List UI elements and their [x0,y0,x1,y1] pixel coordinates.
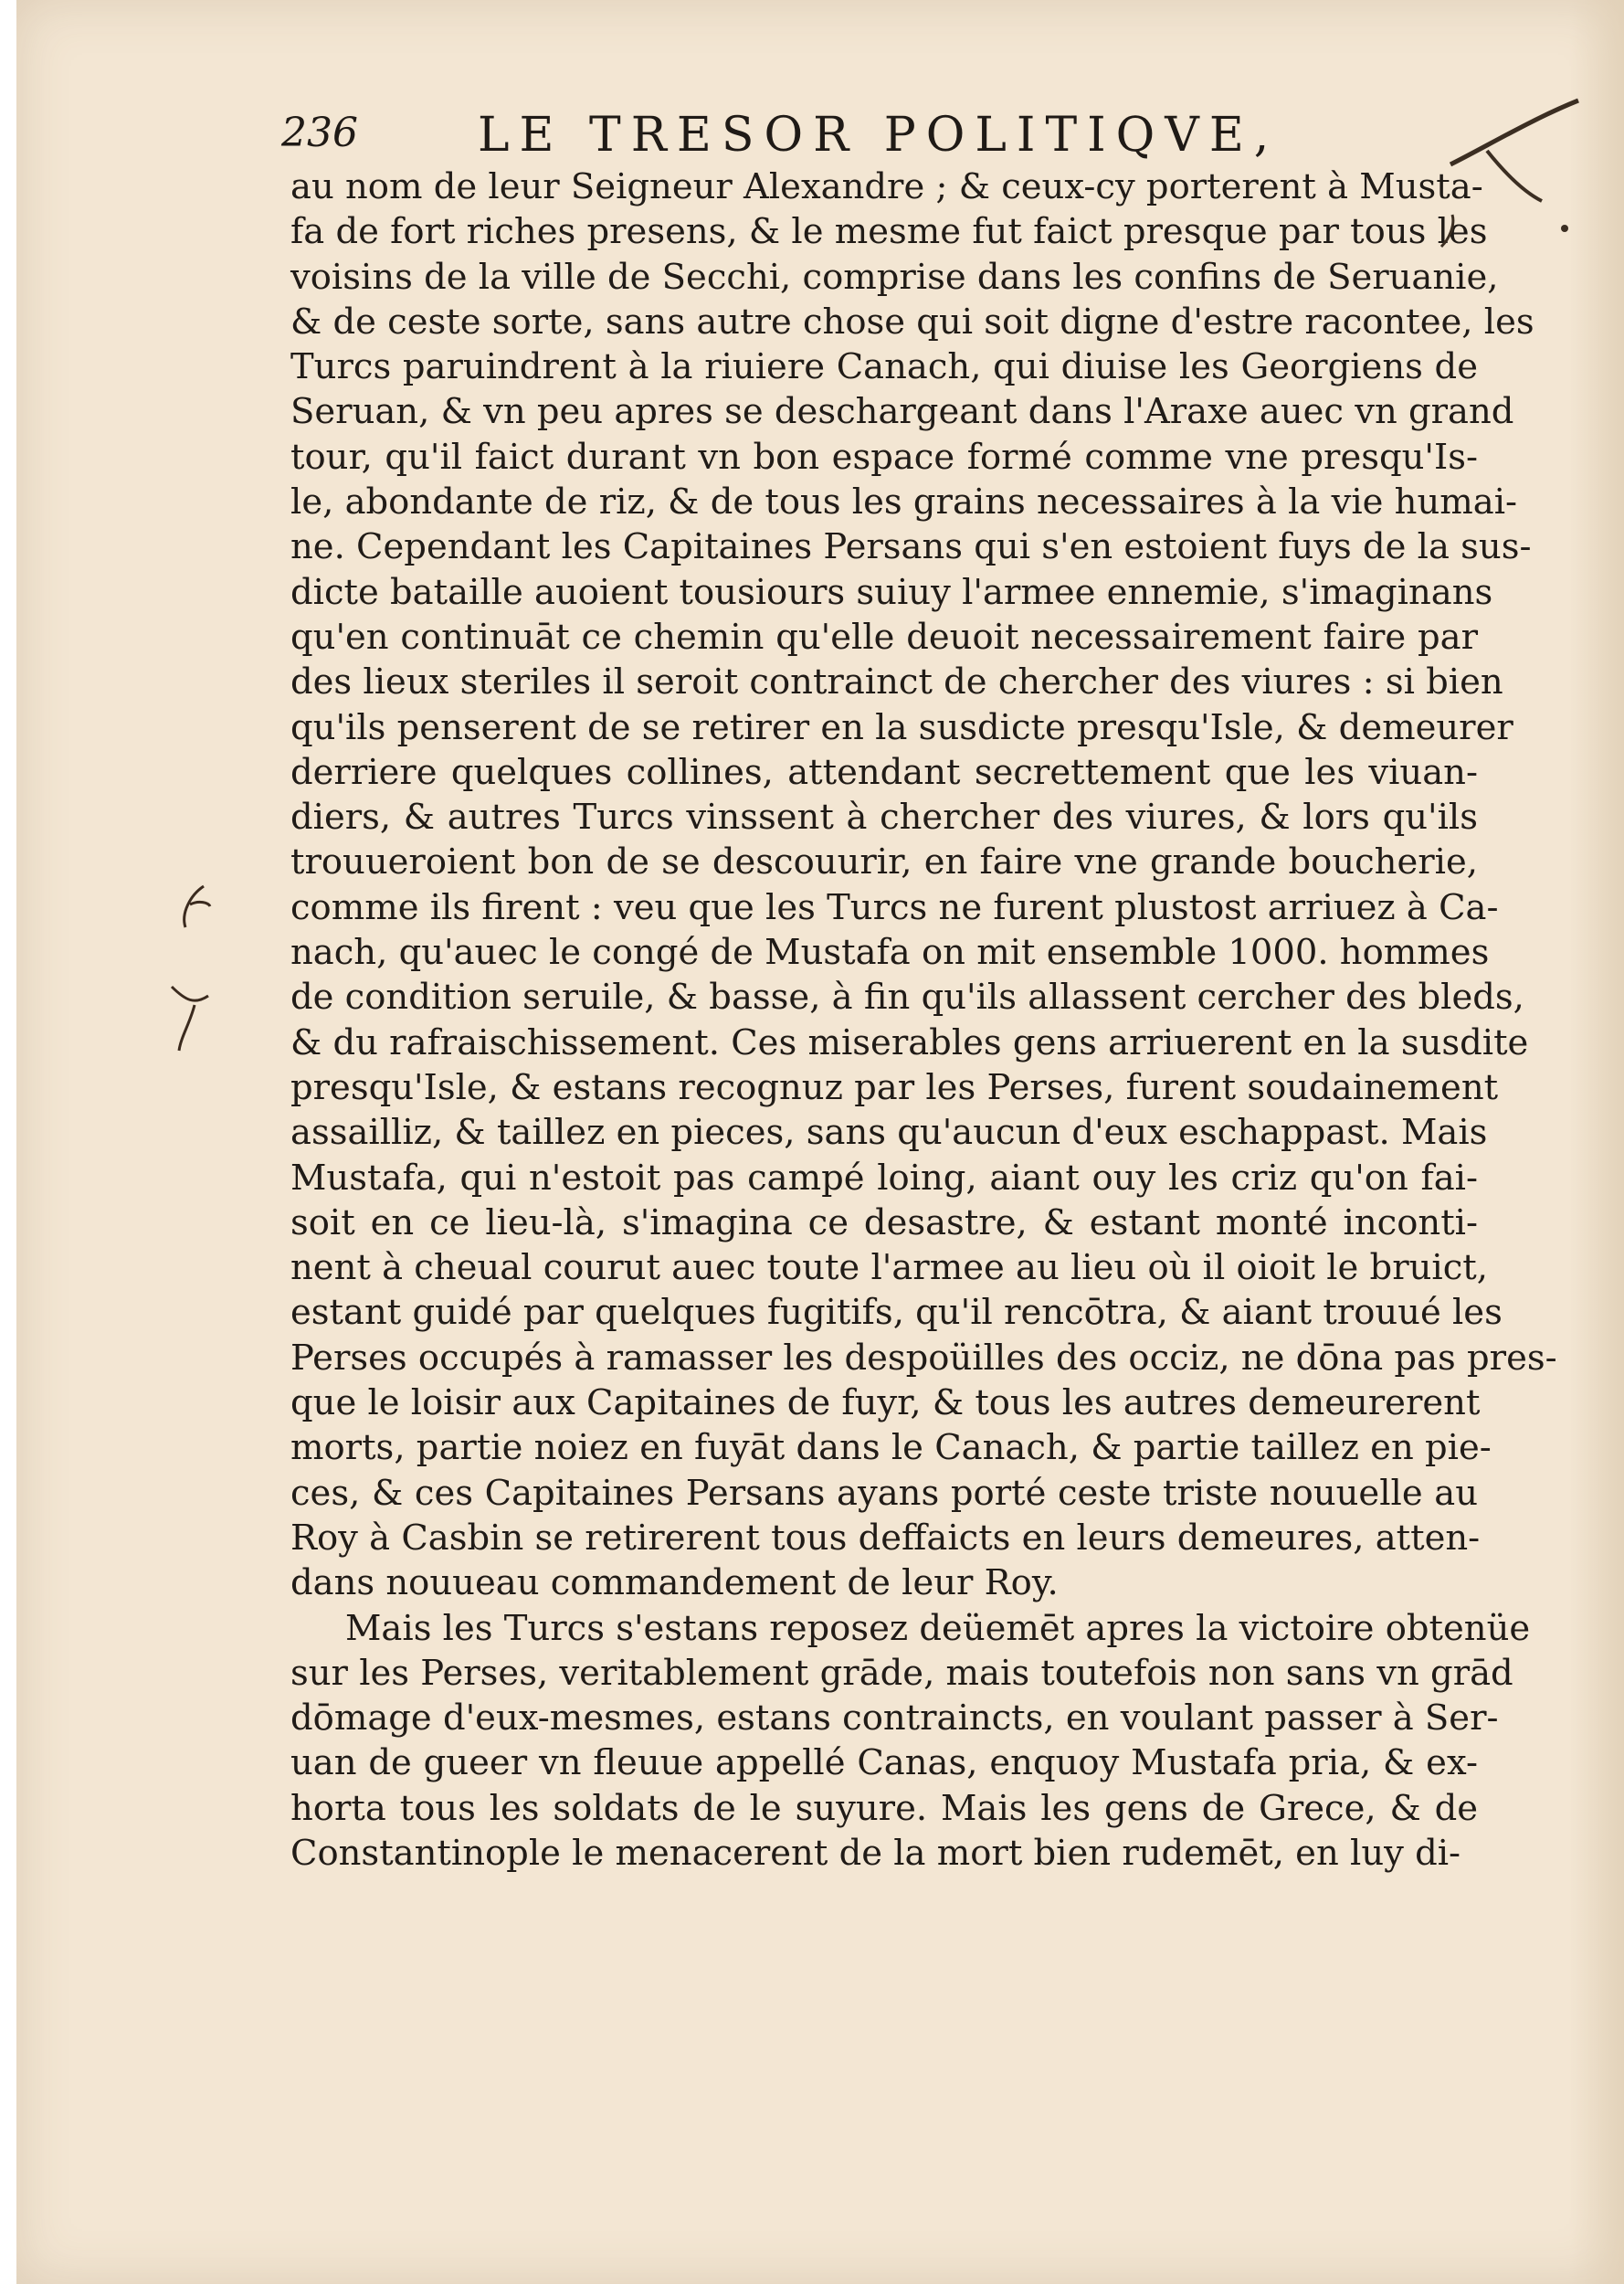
text-line: horta tous les soldats de le suyure. Mais les gens de Grece, & de [290,1787,1478,1829]
running-title: LE TRESOR POLITIQVE, [478,108,1280,163]
text-line: diers, & autres Turcs vinssent à chercher des viures, & lors qu'ils [290,797,1478,839]
corner-pencil-mark [1432,64,1587,292]
text-line: Turcs paruindrent à la riuiere Canach, qui diuise les Georgiens de [290,346,1478,388]
text-line: comme ils firent : veu que les Turcs ne furent plustost arriuez à Ca- [290,886,1499,928]
text-line: fa de fort riches presens, & le mesme fut faict presque par tous les [290,211,1488,253]
text-line: trouueroient bon de se descouurir, en faire vne grande boucherie, [290,841,1478,883]
page-gutter-shadow [1569,0,1624,2284]
text-line: qu'en continuāt ce chemin qu'elle deuoit necessairement faire par [290,616,1478,658]
text-line: dans nouueau commandement de leur Roy. [290,1562,1059,1604]
text-line: que le loisir aux Capitaines de fuyr, & tous les autres demeurerent [290,1382,1481,1424]
text-line: ces, & ces Capitaines Persans ayans porté ceste triste nouuelle au [290,1472,1478,1514]
running-head [281,108,1487,172]
text-line: Mustafa, qui n'estoit pas campé loing, aiant ouy les criz qu'on fai- [290,1157,1478,1199]
text-line: estant guidé par quelques fugitifs, qu'il rencōtra, & aiant trouué les [290,1292,1503,1334]
text-line: & du rafraischissement. Ces miserables gens arriuerent en la susdite [290,1021,1529,1063]
text-line: des lieux steriles il seroit contrainct de chercher des viures : si bien [290,661,1503,703]
margin-scribble-mark [153,877,236,1078]
text-line: presqu'Isle, & estans recognuz par les Perses, furent soudainement [290,1066,1499,1108]
text-line: derriere quelques collines, attendant secrettement que les viuan- [290,751,1478,793]
text-line: ne. Cependant les Capitaines Persans qui s'en estoient fuys de la sus- [290,526,1532,568]
text-line: & de ceste sorte, sans autre chose qui soit digne d'estre racontee, les [290,301,1534,343]
text-line: au nom de leur Seigneur Alexandre ; & ceux-cy porterent à Musta- [290,166,1483,207]
text-line: dōmage d'eux-mesmes, estans contraincts, en voulant passer à Ser- [290,1697,1499,1739]
text-line: soit en ce lieu-là, s'imagina ce desastre, & estant monté inconti- [290,1201,1478,1243]
body-text [290,164,1557,1876]
paragraph-2 [290,1606,1531,1877]
text-line: Perses occupés à ramasser les despoüilles des occiz, ne dōna pas pres- [290,1337,1557,1379]
text-line: de condition seruile, & basse, à fin qu'ils allassent cercher des bleds, [290,977,1524,1019]
text-line: le, abondante de riz, & de tous les grains necessaires à la vie humai- [290,481,1518,523]
text-line: qu'ils penserent de se retirer en la susdicte presqu'Isle, & demeurer [290,706,1513,748]
text-line: Roy à Casbin se retirerent tous deffaicts en leurs demeures, atten- [290,1517,1481,1559]
text-line: sur les Perses, veritablement grāde, mais toutefois non sans vn grād [290,1652,1513,1694]
text-line: Seruan, & vn peu apres se deschargeant dans l'Araxe auec vn grand [290,391,1514,433]
text-line: assailliz, & taillez en pieces, sans qu'aucun d'eux eschappast. Mais [290,1112,1488,1154]
text-line: dicte bataille auoient tousiours suiuy l'armee ennemie, s'imaginans [290,571,1493,613]
text-line: Mais les Turcs s'estans reposez deüemēt apres la victoire obtenüe [345,1607,1531,1649]
book-page [16,0,1624,2284]
page-number: 236 [281,110,358,156]
text-line: uan de gueer vn fleuue appellé Canas, enquoy Mustafa pria, & ex- [290,1742,1478,1784]
text-line: voisins de la ville de Secchi, comprise dans les confins de Seruanie, [290,256,1499,298]
text-line: nent à cheual courut auec toute l'armee au lieu où il oioit le bruict, [290,1247,1488,1289]
paragraph-1 [290,164,1557,1606]
text-line: nach, qu'auec le congé de Mustafa on mit ensemble 1000. hommes [290,932,1490,974]
text-line: morts, partie noiez en fuyāt dans le Canach, & partie taillez en pie- [290,1427,1492,1469]
text-line: tour, qu'il faict durant vn bon espace formé comme vne presqu'Is- [290,436,1478,478]
text-line: Constantinople le menacerent de la mort bien rudemēt, en luy di- [290,1832,1461,1874]
